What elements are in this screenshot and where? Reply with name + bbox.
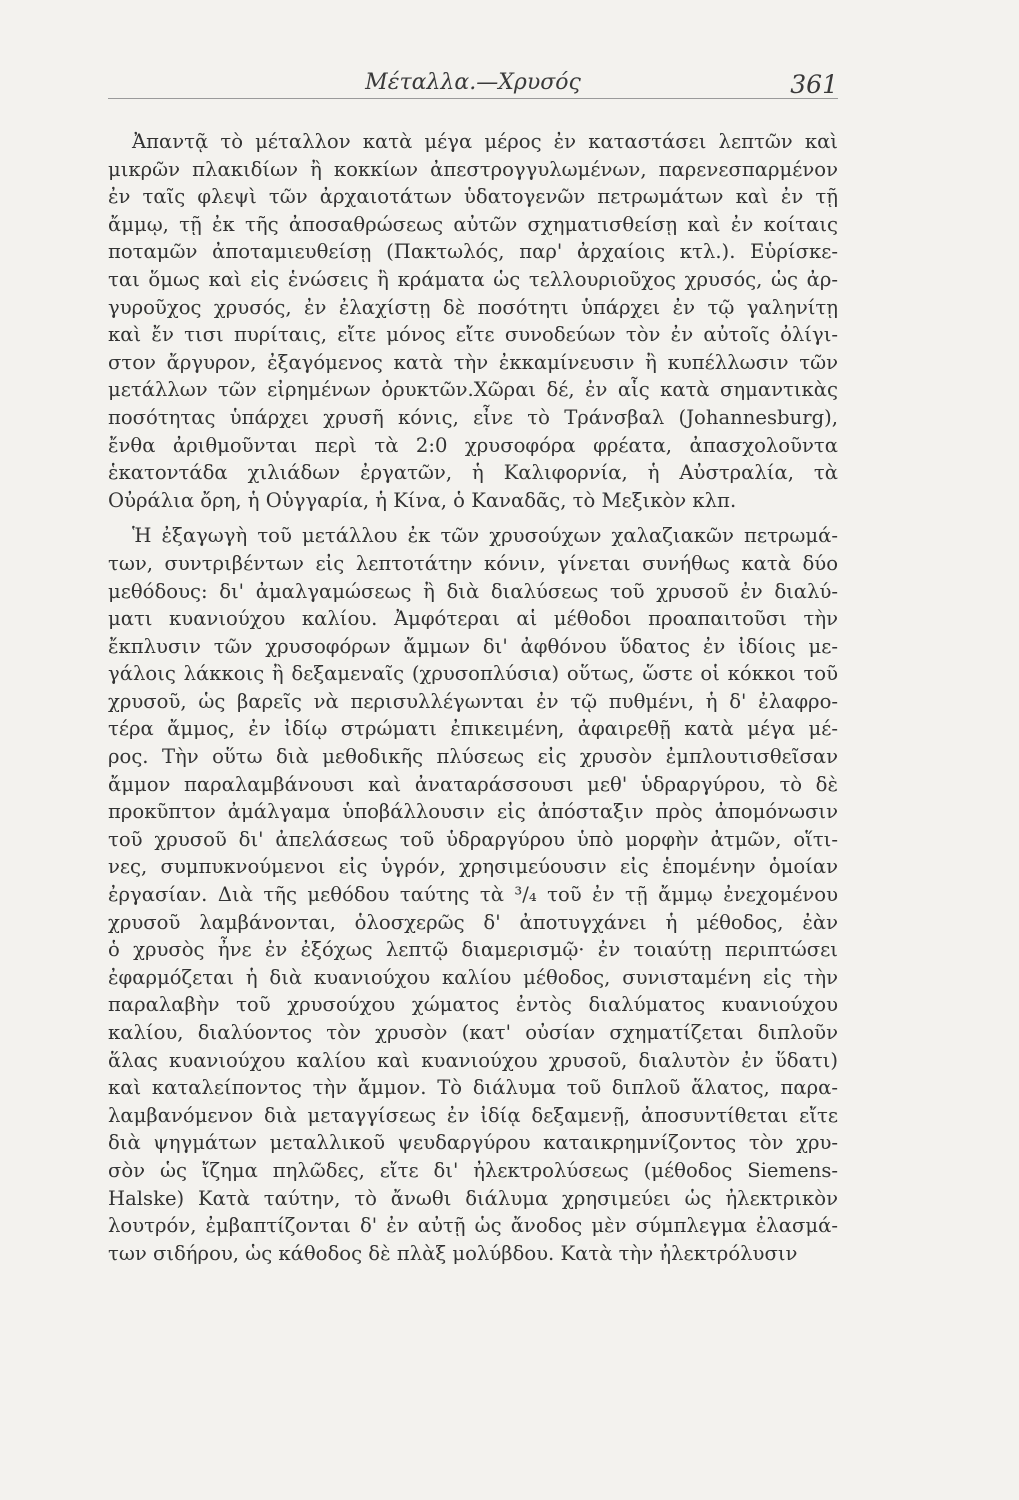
text-line: ἄμμῳ, τῇ ἐκ τῆς ἀποσαθρώσεως αὐτῶν σχηματισθείσῃ καὶ ἐν κοίταις [108,212,838,236]
text-line: ἅλας κυανιούχου καλίου καὶ κυανιούχου χρυσοῦ, διαλυτὸν ἐν ὕδατι) [108,1048,838,1072]
text-line: ἑκατοντάδα χιλιάδων ἐργατῶν, ἡ Καλιφορνία, ἡ Αὐστραλία, τὰ [108,461,838,485]
text-line: των σιδήρου, ὡς κάθοδος δὲ πλὰξ μολύβδου. Κατὰ τὴν ἠλεκτρόλυσιν [108,1241,798,1265]
text-line: Ἀπαντᾷ τὸ μέταλλον κατὰ μέγα μέρος ἐν καταστάσει λεπτῶν καὶ [132,130,838,153]
text-line: παραλαβὴν τοῦ χρυσούχου χώματος ἐντὸς διαλύματος κυανιούχου [108,993,838,1017]
text-line: Ἡ ἐξαγωγὴ τοῦ μετάλλου ἐκ τῶν χρυσούχων χαλαζιακῶν πετρωμά- [132,524,838,548]
text-line: ἐν ταῖς φλεψὶ τῶν ἀρχαιοτάτων ὑδατογενῶν πετρωμάτων καὶ ἐν τῇ [108,185,838,209]
text-line: διὰ ψηγμάτων μεταλλικοῦ ψευδαργύρου καταικρημνίζοντος τὸν χρυ- [108,1131,838,1155]
text-line: σὸν ὡς ἴζημα πηλῶδες, εἴτε δι' ἠλεκτρολύσεως (μέθοδος Siemens- [108,1158,838,1182]
text-line: καὶ καταλείποντος τὴν ἄμμον. Τὸ διάλυμα τοῦ διπλοῦ ἅλατος, παρα- [108,1076,838,1100]
text-line: Halske) Κατὰ ταύτην, τὸ ἄνωθι διάλυμα χρησιμεύει ὡς ἠλεκτρικὸν [108,1186,838,1210]
text-line: καλίου, διαλύοντος τὸν χρυσὸν (κατ' οὐσίαν σχηματίζεται διπλοῦν [108,1021,838,1044]
text-line: ἄμμον παραλαμβάνουσι καὶ ἀναταράσσουσι μεθ' ὑδραργύρου, τὸ δὲ [108,772,838,796]
text-line: ἔνθα ἀριθμοῦνται περὶ τὰ 2:0 χρυσοφόρα φρέατα, ἀπασχολοῦντα [108,433,838,457]
text-line: των, συντριβέντων εἰς λεπτοτάτην κόνιν, γίνεται συνήθως κατὰ δύο [108,551,838,575]
text-line: μικρῶν πλακιδίων ἢ κοκκίων ἀπεστρογγυλωμένων, παρενεσπαρμένον [108,157,838,181]
paragraph-1 [108,128,838,514]
text-line: ματι κυανιούχου καλίου. Ἀμφότεραι αἱ μέθοδοι προαπαιτοῦσι τὴν [108,607,838,631]
text-line: προκῦπτον ἀμάλγαμα ὑποβάλλουσιν εἰς ἀπόσταξιν πρὸς ἀπομόνωσιν [108,800,838,824]
text-line: γυροῦχος χρυσός, ἐν ἐλαχίστῃ δὲ ποσότητι ὑπάρχει ἐν τῷ γαληνίτῃ [108,295,838,319]
text-line: στον ἄργυρον, ἐξαγόμενος κατὰ τὴν ἐκκαμίνευσιν ἢ κυπέλλωσιν τῶν [108,350,838,374]
paragraph-gap [108,514,838,522]
text-line: Οὐράλια ὄρη, ἡ Οὑγγαρία, ἡ Κίνα, ὁ Καναδᾶς, τὸ Μεξικὸν κλπ. [108,488,737,512]
text-line: ποσότητας ὑπάρχει χρυσῆ κόνις, εἶνε τὸ Τράνσβαλ (Johannesburg), [108,405,838,429]
text-line: ται ὅμως καὶ εἰς ἑνώσεις ἢ κράματα ὡς τελλουριοῦχος χρυσός, ὡς ἀρ- [108,267,838,291]
text-line: ἔκπλυσιν τῶν χρυσοφόρων ἄμμων δι' ἀφθόνου ὕδατος ἐν ἰδίοις με- [108,634,838,658]
text-line: χρυσοῦ λαμβάνονται, ὁλοσχερῶς δ' ἀποτυγχάνει ἡ μέθοδος, ἐὰν [108,910,838,934]
text-line: τέρα ἄμμος, ἐν ἰδίῳ στρώματι ἐπικειμένη, ἀφαιρεθῇ κατὰ μέγα μέ- [108,717,838,741]
text-line: μετάλλων τῶν εἰρημένων ὀρυκτῶν.Χῶραι δέ, ἐν αἷς κατὰ σημαντικὰς [108,378,838,402]
text-line: ποταμῶν ἀποταμιευθείσῃ (Πακτωλός, παρ' ἀρχαίοις κτλ.). Εὑρίσκε- [108,240,838,264]
text-line: λαμβανόμενον διὰ μεταγγίσεως ἐν ἰδίᾳ δεξαμενῇ, ἀποσυντίθεται εἴτε [108,1103,838,1127]
text-line: ὁ χρυσὸς ἦνε ἐν ἐξόχως λεπτῷ διαμερισμῷ· ἐν τοιαύτῃ περιπτώσει [108,938,838,962]
text-line: χρυσοῦ, ὡς βαρεῖς νὰ περισυλλέγωνται ἐν τῷ πυθμένι, ἡ δ' ἐλαφρο- [108,689,838,713]
header-rule [108,98,838,99]
text-line: νες, συμπυκνούμενοι εἰς ὑγρόν, χρησιμεύουσιν εἰς ἑπομένην ὁμοίαν [108,855,838,879]
running-head [108,66,838,102]
text-line: γάλοις λάκκοις ἢ δεξαμεναῖς (χρυσοπλύσια) οὕτως, ὥστε οἱ κόκκοι τοῦ [108,662,838,686]
text-line: καὶ ἔν τισι πυρίταις, εἴτε μόνος εἴτε συνοδεύων τὸν ἐν αὐτοῖς ὀλίγι- [108,323,838,347]
body-text [108,128,838,1267]
page-number: 361 [790,70,838,99]
paragraph-2 [108,522,838,1267]
text-line: ἐφαρμόζεται ἡ διὰ κυανιούχου καλίου μέθοδος, συνισταμένη εἰς τὴν [108,965,838,989]
running-title: Μέταλλα.—Χρυσός [365,70,581,95]
text-line: μεθόδους: δι' ἀμαλγαμώσεως ἢ διὰ διαλύσεως τοῦ χρυσοῦ ἐν διαλύ- [108,579,838,603]
text-line: ἐργασίαν. Διὰ τῆς μεθόδου ταύτης τὰ ³/₄ τοῦ ἐν τῇ ἄμμῳ ἐνεχομένου [108,883,838,907]
text-line: ρος. Τὴν οὕτω διὰ μεθοδικῆς πλύσεως εἰς χρυσὸν ἐμπλουτισθεῖσαν [108,745,838,769]
text-line: λουτρόν, ἐμβαπτίζονται δ' ἐν αὐτῇ ὡς ἄνοδος μὲν σύμπλεγμα ἐλασμά- [108,1214,838,1238]
text-line: τοῦ χρυσοῦ δι' ἀπελάσεως τοῦ ὑδραργύρου ὑπὸ μορφὴν ἀτμῶν, οἵτι- [108,827,838,851]
